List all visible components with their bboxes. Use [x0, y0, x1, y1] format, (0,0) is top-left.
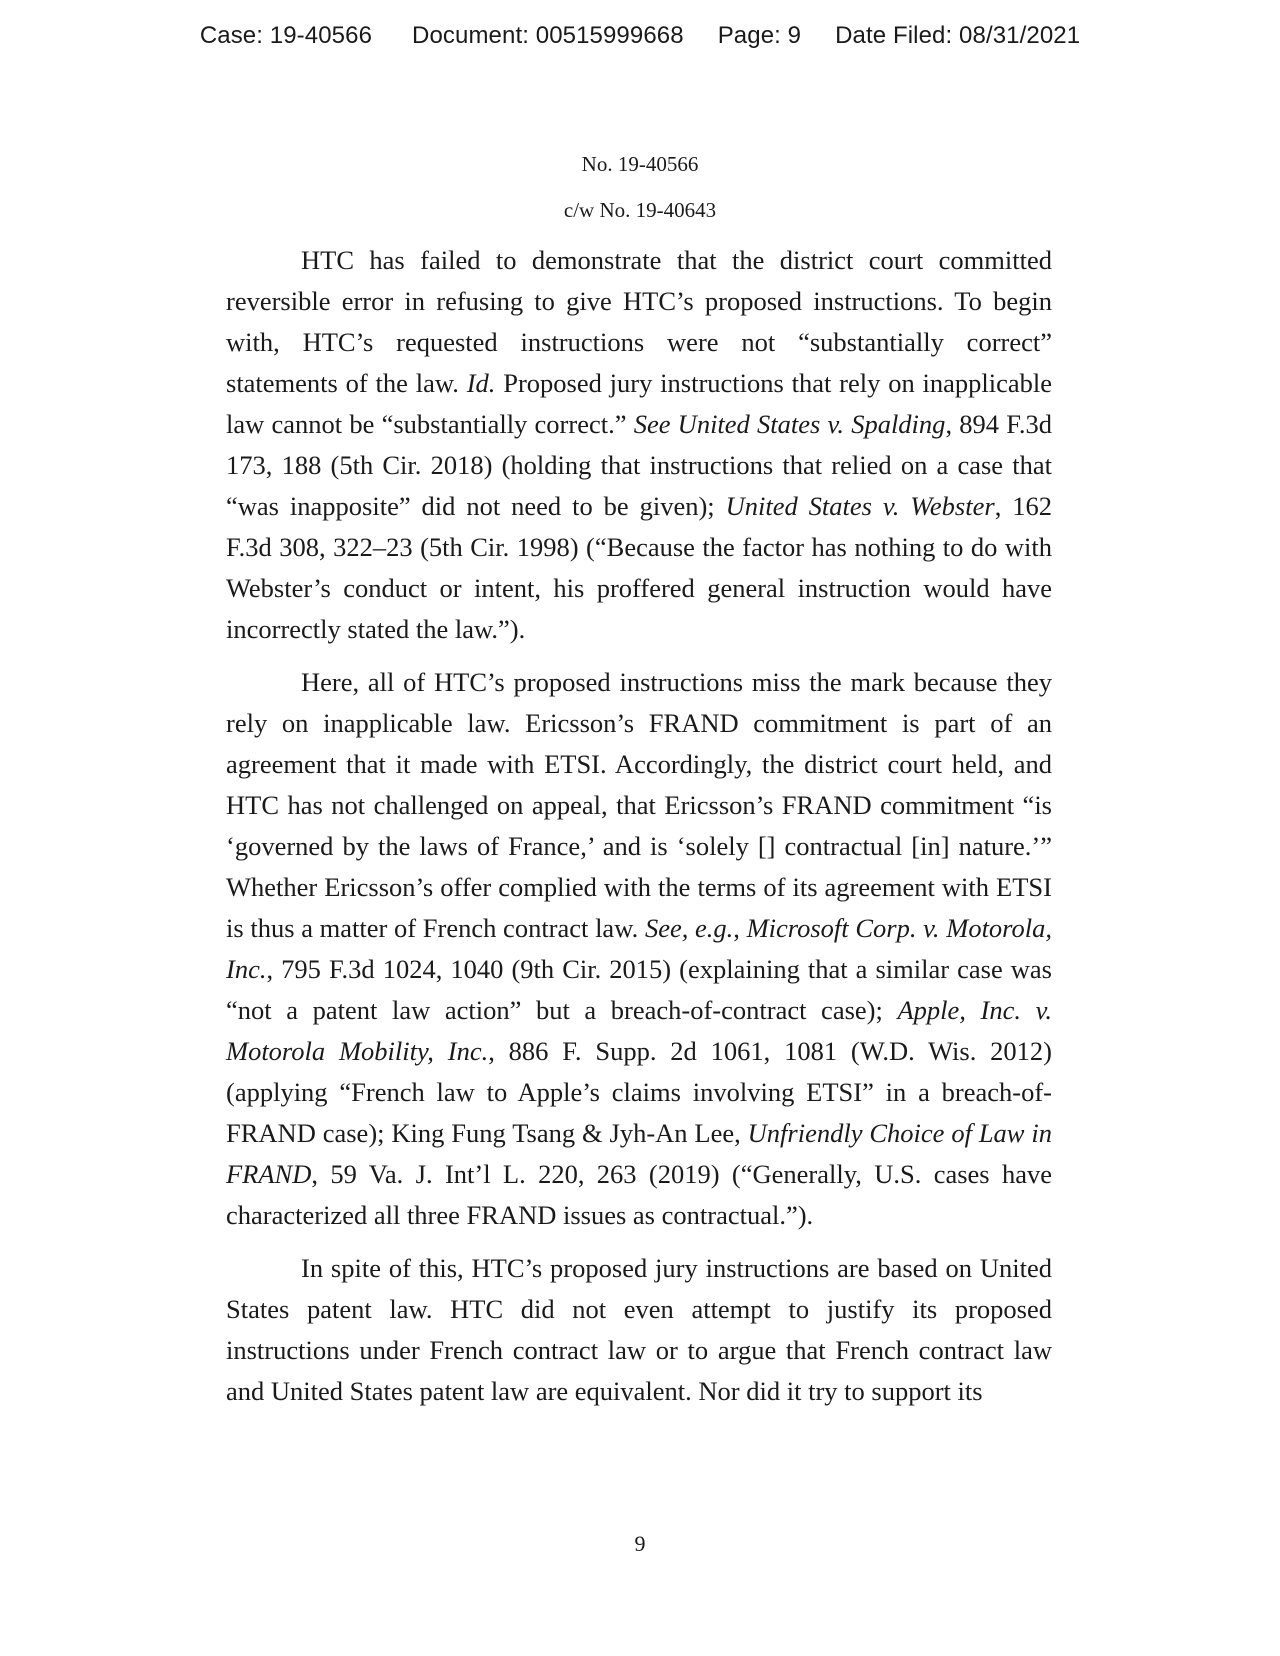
- text-segment: Proposed jury instructions that rely on inapplicable law cannot be “substantially correct.”: [226, 368, 1053, 439]
- text-segment: In spite of this, HTC’s proposed jury instructions are based on United States patent law. HTC did not even attempt to justify its proposed instructions under French contract law or to argue that French contract law and United States patent law are equivalent. Nor did it try to support its: [226, 1253, 1052, 1406]
- docket-number: No. 19-40566: [581, 152, 699, 176]
- text-segment: , 59 Va. J. Int’l L. 220, 263 (2019) (“Generally, U.S. cases have characterized all three FRAND issues as contractual.”).: [226, 1159, 1052, 1230]
- paragraph: [226, 1248, 1052, 1412]
- date-filed: Date Filed: 08/31/2021: [835, 22, 1081, 49]
- citation-italic: United States v. Webster: [725, 491, 995, 521]
- text-segment: , 162 F.3d 308, 322–23 (5th Cir. 1998) (“Because the factor has nothing to do with Webster’s conduct or intent, his proffered general instruction would have incorrectly stated the law.”).: [226, 491, 1053, 644]
- text-segment: , 795 F.3d 1024, 1040 (9th Cir. 2015) (explaining that a similar case was “not a patent law action” but a breach-of-contract case);: [226, 954, 1052, 1025]
- paragraph: [226, 662, 1052, 1236]
- page-number: 9: [634, 1531, 646, 1556]
- text-segment: HTC has failed to demonstrate that the district court committed reversible error in refusing to give HTC’s proposed instructions. To begin with, HTC’s requested instructions were not “substantially correct” statements of the law.: [226, 245, 1052, 398]
- header-page: Page: 9: [717, 22, 802, 49]
- document-number: Document: 00515999668: [412, 22, 684, 49]
- text-segment: , 894 F.3d 173, 188 (5th Cir. 2018) (holding that instructions that relied on a case that “was inapposite” did not need to be given);: [226, 409, 1052, 521]
- filing-header: [0, 22, 1280, 50]
- citation-italic: Id.: [466, 368, 496, 398]
- citation-italic: See United States v. Spalding: [633, 409, 946, 439]
- text-segment: Here, all of HTC’s proposed instructions miss the mark because they rely on inapplicable law. Ericsson’s FRAND commitment is part of an agreement that it made with ETSI. Accordingly, the district court held, and HTC has not challenged on appeal, that Ericsson’s FRAND commitment “is ‘governed by the laws of France,’ and is ‘solely [] contractual [in] nature.’” Whether Ericsson’s offer complied with the terms of its agreement with ETSI is thus a matter of French contract law.: [226, 667, 1052, 943]
- citation-italic: Microsoft Corp. v. Motorola, Inc.: [226, 913, 1052, 984]
- citation-italic: Apple, Inc. v. Motorola Mobility, Inc.: [226, 995, 1052, 1066]
- text-segment: , 886 F. Supp. 2d 1061, 1081 (W.D. Wis. 2012) (applying “French law to Apple’s claims involving ETSI” in a breach-of-FRAND case); King Fung Tsang & Jyh-An Lee,: [226, 1036, 1052, 1148]
- paragraph: [226, 240, 1052, 650]
- opinion-body: [226, 240, 1052, 1424]
- consolidated-docket-number: c/w No. 19-40643: [563, 198, 717, 222]
- citation-italic: Unfriendly Choice of Law in FRAND: [226, 1118, 1052, 1189]
- case-number: Case: 19-40566: [199, 22, 373, 49]
- text-segment: ,: [733, 913, 747, 943]
- citation-italic: See, e.g.: [644, 913, 734, 943]
